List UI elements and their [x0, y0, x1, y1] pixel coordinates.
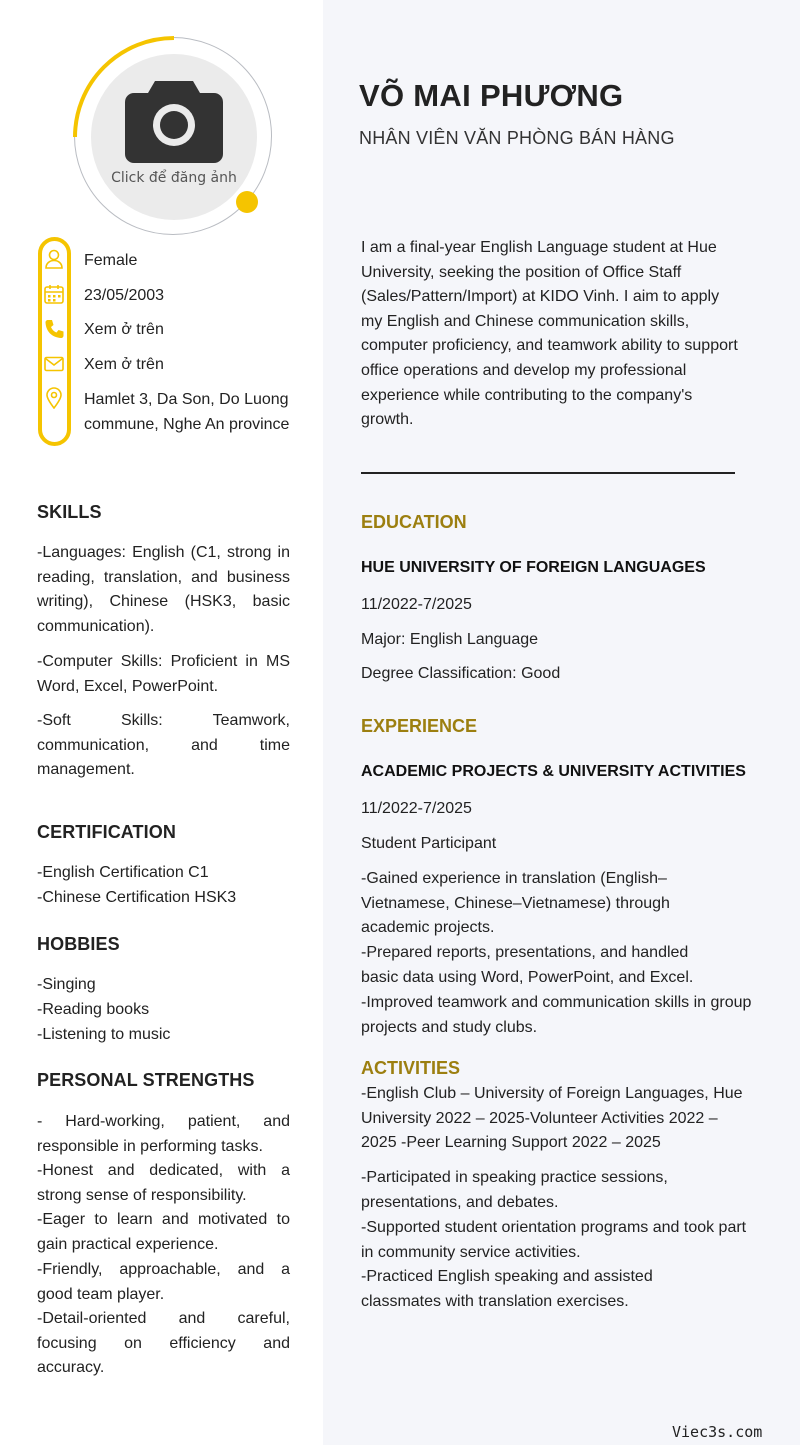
- education-school: HUE UNIVERSITY OF FOREIGN LANGUAGES: [361, 559, 706, 576]
- skills-heading: SKILLS: [37, 502, 102, 522]
- gender-value: Female: [84, 252, 138, 269]
- strength-item: -Honest and dedicated, with a strong sense of responsibility.: [37, 1162, 290, 1204]
- phone-icon: [43, 318, 65, 340]
- certification-item: -Chinese Certification HSK3: [37, 889, 237, 906]
- activities-summary: -English Club – University of Foreign Languages, Hue University 2022 – 2025-Volunteer Activities 2022 – 2025 -Peer Learning Support 2022 – 2025: [361, 1085, 743, 1152]
- experience-org: ACADEMIC PROJECTS & UNIVERSITY ACTIVITIES: [361, 763, 746, 780]
- career-summary: I am a final-year English Language student at Hue University, seeking the position of Office Staff (Sales/Pattern/Import) at KIDO Vinh. I aim to apply my English and Chinese communication skills, computer proficiency, and teamwork ability to support office operations and develop my professional experience while contributing to the company's growth.: [361, 239, 738, 429]
- certification-item: -English Certification C1: [37, 864, 209, 881]
- activities-detail: -Supported student orientation programs and took part in community service activities.: [361, 1219, 747, 1261]
- email-icon: [43, 353, 65, 375]
- activities-detail: -Practiced English speaking and assisted classmates with translation exercises.: [361, 1268, 653, 1310]
- education-period: 11/2022-7/2025: [361, 596, 472, 613]
- camera-icon: [125, 77, 223, 163]
- calendar-icon: [43, 283, 65, 305]
- summary-divider: [361, 472, 735, 474]
- address-value: Hamlet 3, Da Son, Do Luong commune, Nghe An province: [84, 391, 290, 433]
- avatar-caption: Click để đăng ảnh: [111, 170, 237, 186]
- skills-item: -Computer Skills: Proficient in MS Word, Excel, PowerPoint.: [37, 653, 290, 695]
- experience-detail: -Gained experience in translation (English–Vietnamese, Chinese–Vietnamese) through academic projects.: [361, 870, 670, 937]
- phone-value: Xem ở trên: [84, 321, 164, 338]
- experience-period: 11/2022-7/2025: [361, 800, 472, 817]
- email-value: Xem ở trên: [84, 356, 164, 373]
- skills-item: -Soft Skills: Teamwork, communication, and time management.: [37, 712, 290, 779]
- footer-watermark: Viec3s.com: [672, 1423, 763, 1441]
- strength-item: -Detail-oriented and careful, focusing on efficiency and accuracy.: [37, 1310, 290, 1377]
- experience-detail: -Prepared reports, presentations, and handled basic data using Word, PowerPoint, and Excel.: [361, 944, 694, 986]
- birthday-value: 23/05/2003: [84, 287, 165, 304]
- education-major: Major: English Language: [361, 631, 539, 648]
- hobby-item: -Singing: [37, 976, 96, 993]
- candidate-name: VÕ MAI PHƯƠNG: [359, 78, 624, 113]
- education-heading: EDUCATION: [361, 512, 467, 532]
- skills-item: -Languages: English (C1, strong in reading, translation, and business writing), Chinese (HSK3, basic communication).: [37, 544, 290, 636]
- avatar-upload[interactable]: [72, 35, 276, 239]
- certification-heading: CERTIFICATION: [37, 822, 176, 842]
- hobby-item: -Listening to music: [37, 1026, 171, 1043]
- strength-item: - Hard-working, patient, and responsible in performing tasks.: [37, 1113, 290, 1155]
- strengths-heading: PERSONAL STRENGTHS: [37, 1070, 255, 1090]
- activities-detail: -Participated in speaking practice sessions, presentations, and debates.: [361, 1169, 668, 1211]
- user-icon: [43, 248, 65, 270]
- strength-item: -Friendly, approachable, and a good team player.: [37, 1261, 290, 1303]
- experience-detail: -Improved teamwork and communication skills in group projects and study clubs.: [361, 994, 752, 1036]
- hobbies-heading: HOBBIES: [37, 934, 120, 954]
- strength-item: -Eager to learn and motivated to gain practical experience.: [37, 1211, 290, 1253]
- activities-heading: ACTIVITIES: [361, 1058, 461, 1078]
- job-position: NHÂN VIÊN VĂN PHÒNG BÁN HÀNG: [359, 128, 675, 148]
- experience-heading: EXPERIENCE: [361, 716, 478, 736]
- avatar-accent-dot: [236, 191, 258, 213]
- location-pin-icon: [43, 387, 65, 409]
- experience-role: Student Participant: [361, 835, 497, 852]
- hobby-item: -Reading books: [37, 1001, 150, 1018]
- education-degree: Degree Classification: Good: [361, 665, 561, 682]
